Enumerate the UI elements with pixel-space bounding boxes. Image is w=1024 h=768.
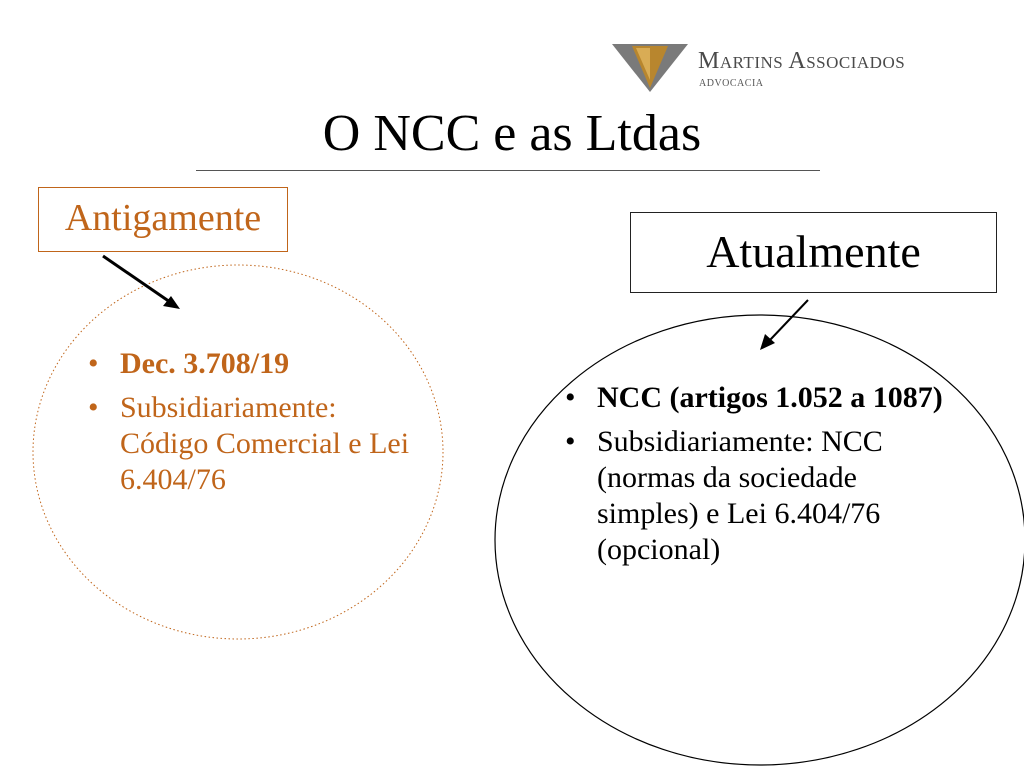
page-title: O NCC e as Ltdas xyxy=(322,105,702,162)
antigamente-list xyxy=(88,346,428,506)
list-item xyxy=(565,380,965,416)
left-arrow xyxy=(103,256,180,309)
atualmente-list xyxy=(565,380,965,576)
right-arrow xyxy=(760,300,808,350)
atualmente-label: Atualmente xyxy=(630,212,997,293)
bullet-icon: • xyxy=(88,391,99,424)
brand-name: Martins Associados xyxy=(698,48,906,74)
list-item-text: NCC (artigos 1.052 a 1087) xyxy=(597,381,943,414)
bullet-icon: • xyxy=(88,347,99,380)
antigamente-label: Antigamente xyxy=(38,187,288,252)
bullet-icon: • xyxy=(565,425,576,458)
list-item-text: Subsidiariamente: Código Comercial e Lei 6.404/76 xyxy=(120,391,410,496)
list-item xyxy=(88,390,428,498)
list-item xyxy=(88,346,428,382)
bullet-icon: • xyxy=(565,381,576,414)
list-item-text: Subsidiariamente: NCC (normas da sociedade simples) e Lei 6.404/76 (opcional) xyxy=(597,425,883,566)
list-item-text: Dec. 3.708/19 xyxy=(120,347,290,380)
brand-subtitle: ADVOCACIA xyxy=(699,78,764,89)
list-item xyxy=(565,424,965,568)
